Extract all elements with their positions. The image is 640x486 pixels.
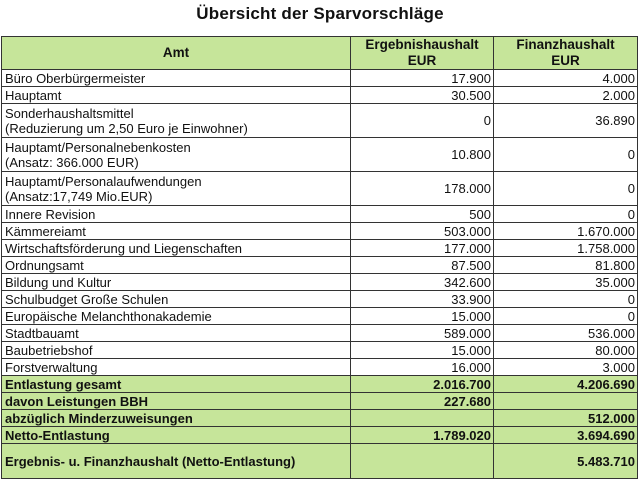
header-ergebnishaushalt: Ergebnishaushalt EUR [351, 37, 494, 70]
table-row [2, 104, 638, 138]
row-label: Schulbudget Große Schulen [2, 291, 351, 308]
row-finanz: 81.800 [494, 257, 638, 274]
summary-finanz: 4.206.690 [494, 376, 638, 393]
row-finanz: 1.670.000 [494, 223, 638, 240]
row-ergebnis: 0 [351, 104, 494, 138]
table-row [2, 87, 638, 104]
row-finanz: 80.000 [494, 342, 638, 359]
row-label: Büro Oberbürgermeister [2, 70, 351, 87]
row-ergebnis: 17.900 [351, 70, 494, 87]
page-title: Übersicht der Sparvorschläge [196, 4, 444, 23]
summary-finanz: 5.483.710 [494, 444, 638, 479]
summary-ergebnis: 227.680 [351, 393, 494, 410]
row-label: Sonderhaushaltsmittel (Reduzierung um 2,50 Euro je Einwohner) [2, 104, 351, 138]
table-row [2, 206, 638, 223]
row-ergebnis: 178.000 [351, 172, 494, 206]
summary-row-netto [2, 427, 638, 444]
row-finanz: 0 [494, 291, 638, 308]
table-row [2, 342, 638, 359]
header-finanzhaushalt: Finanzhaushalt EUR [494, 37, 638, 70]
row-ergebnis: 589.000 [351, 325, 494, 342]
row-label: Forstverwaltung [2, 359, 351, 376]
header-amt: Amt [2, 37, 351, 70]
row-label: Hauptamt [2, 87, 351, 104]
summary-label: Netto-Entlastung [2, 427, 351, 444]
row-ergebnis: 342.600 [351, 274, 494, 291]
table-row [2, 291, 638, 308]
row-ergebnis: 15.000 [351, 308, 494, 325]
row-label: Stadtbauamt [2, 325, 351, 342]
row-ergebnis: 503.000 [351, 223, 494, 240]
row-finanz: 0 [494, 138, 638, 172]
summary-finanz: 512.000 [494, 410, 638, 427]
header-row [2, 37, 638, 70]
savings-table [1, 36, 638, 479]
table-row [2, 325, 638, 342]
summary-row-entlastung [2, 376, 638, 393]
row-ergebnis: 10.800 [351, 138, 494, 172]
row-finanz: 2.000 [494, 87, 638, 104]
row-finanz: 1.758.000 [494, 240, 638, 257]
row-ergebnis: 15.000 [351, 342, 494, 359]
summary-ergebnis-empty [351, 444, 494, 479]
summary-ergebnis: 2.016.700 [351, 376, 494, 393]
row-label: Europäische Melanchthonakademie [2, 308, 351, 325]
row-ergebnis: 16.000 [351, 359, 494, 376]
summary-row-minderzuweisungen [2, 410, 638, 427]
row-label: Bildung und Kultur [2, 274, 351, 291]
summary-label: Entlastung gesamt [2, 376, 351, 393]
table-row [2, 223, 638, 240]
row-ergebnis: 177.000 [351, 240, 494, 257]
row-finanz: 536.000 [494, 325, 638, 342]
table-row [2, 240, 638, 257]
summary-finanz: 3.694.690 [494, 427, 638, 444]
summary-label: davon Leistungen BBH [2, 393, 351, 410]
table-row [2, 138, 638, 172]
row-ergebnis: 33.900 [351, 291, 494, 308]
row-label: Hauptamt/Personalaufwendungen (Ansatz:17,749 Mio.EUR) [2, 172, 351, 206]
row-finanz: 36.890 [494, 104, 638, 138]
row-label: Ordnungsamt [2, 257, 351, 274]
row-label: Wirtschaftsförderung und Liegenschaften [2, 240, 351, 257]
table-row [2, 172, 638, 206]
summary-row-bbh [2, 393, 638, 410]
row-ergebnis: 500 [351, 206, 494, 223]
summary-row-gesamt [2, 444, 638, 479]
table-row [2, 308, 638, 325]
summary-label: Ergebnis- u. Finanzhaushalt (Netto-Entlastung) [2, 444, 351, 479]
row-label: Baubetriebshof [2, 342, 351, 359]
table-row [2, 257, 638, 274]
table-row [2, 274, 638, 291]
row-finanz: 35.000 [494, 274, 638, 291]
summary-finanz-empty [494, 393, 638, 410]
row-finanz: 0 [494, 172, 638, 206]
summary-ergebnis: 1.789.020 [351, 427, 494, 444]
row-ergebnis: 30.500 [351, 87, 494, 104]
row-label: Kämmereiamt [2, 223, 351, 240]
row-label: Innere Revision [2, 206, 351, 223]
row-finanz: 0 [494, 206, 638, 223]
summary-label: abzüglich Minderzuweisungen [2, 410, 351, 427]
row-label: Hauptamt/Personalnebenkosten (Ansatz: 366.000 EUR) [2, 138, 351, 172]
summary-ergebnis-empty [351, 410, 494, 427]
table-row [2, 359, 638, 376]
table-row [2, 70, 638, 87]
row-finanz: 0 [494, 308, 638, 325]
row-finanz: 3.000 [494, 359, 638, 376]
row-finanz: 4.000 [494, 70, 638, 87]
row-ergebnis: 87.500 [351, 257, 494, 274]
